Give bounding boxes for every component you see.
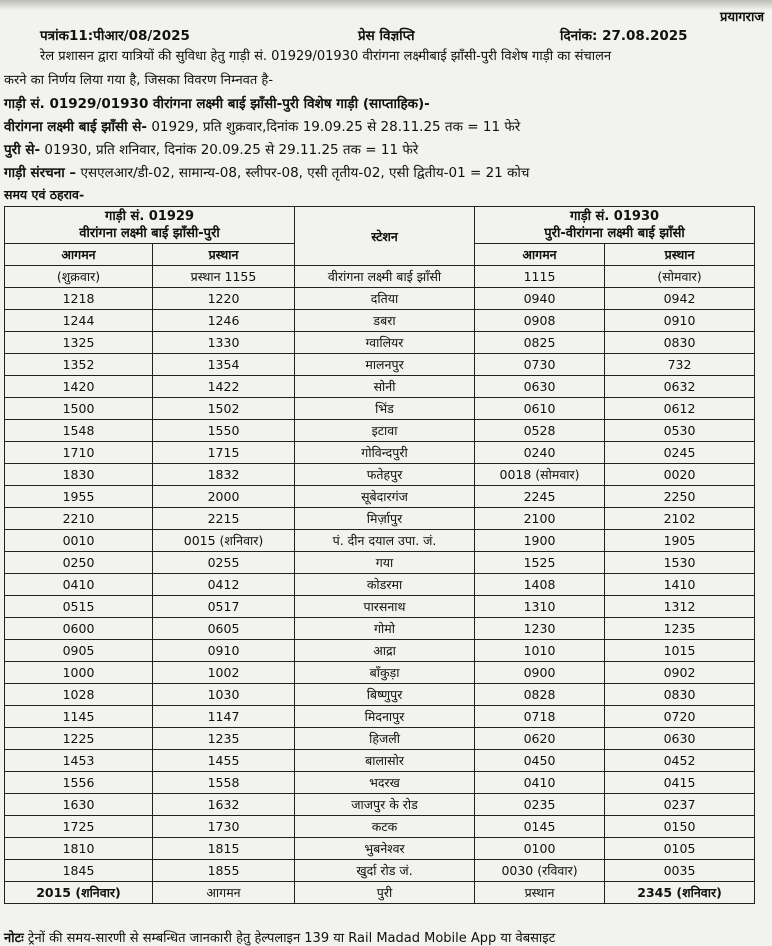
arrival-01929-cell: (शुक्रवार) — [5, 266, 153, 288]
table-row — [5, 596, 755, 618]
table-row — [5, 574, 755, 596]
departure-01930-cell: 1015 — [605, 640, 755, 662]
arrival-01930-cell: प्रस्थान — [475, 882, 605, 904]
left-train-header — [5, 207, 295, 244]
departure-01930-cell: 2102 — [605, 508, 755, 530]
station-cell: बिष्णुपुर — [295, 684, 475, 706]
arrival-01929-cell: 2210 — [5, 508, 153, 530]
arrival-01930-cell: 0620 — [475, 728, 605, 750]
departure-01930-cell: 0830 — [605, 332, 755, 354]
station-cell: भिंड — [295, 398, 475, 420]
departure-01929-cell: 1502 — [153, 398, 295, 420]
arrival-01930-cell: 0900 — [475, 662, 605, 684]
table-row — [5, 530, 755, 552]
arrival-01929-cell: 1420 — [5, 376, 153, 398]
arrival-01930-cell: 2245 — [475, 486, 605, 508]
departure-01930-cell: 1530 — [605, 552, 755, 574]
departure-01930-cell: 0035 — [605, 860, 755, 882]
departure-01930-cell: 0942 — [605, 288, 755, 310]
arrival-01930-cell: 0828 — [475, 684, 605, 706]
table-row — [5, 464, 755, 486]
departure-01930-cell: 1410 — [605, 574, 755, 596]
arrival-01929-cell: 1225 — [5, 728, 153, 750]
station-cell: वीरांगना लक्ष्मी बाई झाँसी — [295, 266, 475, 288]
table-row — [5, 354, 755, 376]
departure-01930-cell: 2250 — [605, 486, 755, 508]
departure-01929-cell: 1002 — [153, 662, 295, 684]
arrival-01929-cell: 1028 — [5, 684, 153, 706]
departure-01929-cell: 1730 — [153, 816, 295, 838]
departure-01929-cell: 1455 — [153, 750, 295, 772]
departure-01930-cell: 0452 — [605, 750, 755, 772]
from-puri-line — [4, 140, 418, 158]
departure-01930-cell: 0105 — [605, 838, 755, 860]
arrival-01930-cell: 1525 — [475, 552, 605, 574]
departure-01930-cell: 1312 — [605, 596, 755, 618]
departure-01930-cell: 0150 — [605, 816, 755, 838]
table-row — [5, 552, 755, 574]
departure-01930-cell: 1905 — [605, 530, 755, 552]
departure-01929-cell: 0517 — [153, 596, 295, 618]
station-cell: सोनी — [295, 376, 475, 398]
table-row — [5, 266, 755, 288]
table-row — [5, 640, 755, 662]
departure-01929-cell: 0255 — [153, 552, 295, 574]
departure-01929-cell: 1147 — [153, 706, 295, 728]
from-jhansi-line — [4, 117, 520, 135]
station-cell: भदरख — [295, 772, 475, 794]
arrival-01929-cell: 1325 — [5, 332, 153, 354]
departure-01929-cell: 1832 — [153, 464, 295, 486]
intro-line-2: करने का निर्णय लिया गया है, जिसका विवरण निम्नवत है- — [4, 73, 274, 88]
arrival-01929-cell: 0905 — [5, 640, 153, 662]
table-row — [5, 838, 755, 860]
arrival-01929-cell: 0250 — [5, 552, 153, 574]
arrival-01930-cell: 1115 — [475, 266, 605, 288]
arrival-01930-cell: 0825 — [475, 332, 605, 354]
arrival-01930-cell: 0240 — [475, 442, 605, 464]
arrival-01930-cell: 1310 — [475, 596, 605, 618]
station-cell: खुर्दा रोड जं. — [295, 860, 475, 882]
table-row — [5, 662, 755, 684]
departure-01929-cell: 1558 — [153, 772, 295, 794]
table-row — [5, 288, 755, 310]
right-train-route: पुरी-वीरांगना लक्ष्मी बाई झाँसी — [544, 226, 685, 241]
footer-note — [4, 928, 555, 946]
departure-01929-cell: प्रस्थान 1155 — [153, 266, 295, 288]
arrival-01929-cell: 1453 — [5, 750, 153, 772]
departure-01930-cell: 732 — [605, 354, 755, 376]
departure-01929-cell: 1715 — [153, 442, 295, 464]
departure-01930-cell: (सोमवार) — [605, 266, 755, 288]
arrival-01929-cell: 1830 — [5, 464, 153, 486]
table-row — [5, 618, 755, 640]
city-label: प्रयागराज — [720, 10, 764, 25]
schedule-heading: समय एवं ठहराव- — [4, 187, 85, 202]
departure-01929-cell: 0605 — [153, 618, 295, 640]
composition-line — [4, 163, 530, 181]
arrival-01929-cell: 1630 — [5, 794, 153, 816]
arrival-01930-cell: 1900 — [475, 530, 605, 552]
arrival-01929-cell: 1500 — [5, 398, 153, 420]
arrival-01930-cell: 1408 — [475, 574, 605, 596]
table-row — [5, 860, 755, 882]
arrival-01930-cell: 0528 — [475, 420, 605, 442]
departure-01929-cell: 0412 — [153, 574, 295, 596]
station-cell: गोविन्दपुरी — [295, 442, 475, 464]
arrival-01929-cell: 1556 — [5, 772, 153, 794]
arrival-01930-cell: 0610 — [475, 398, 605, 420]
arrival-01929-cell: 1218 — [5, 288, 153, 310]
departure-01930-cell: 0630 — [605, 728, 755, 750]
table-row — [5, 376, 755, 398]
departure-01929-cell: 1550 — [153, 420, 295, 442]
station-cell: जाजपुर के रोड — [295, 794, 475, 816]
station-cell: पं. दीन दयाल उपा. जं. — [295, 530, 475, 552]
departure-01929-cell: 1855 — [153, 860, 295, 882]
arrival-01930-cell: 0100 — [475, 838, 605, 860]
departure-01929-cell: 1330 — [153, 332, 295, 354]
departure-01929-cell: 1815 — [153, 838, 295, 860]
departure-01930-cell: 2345 (शनिवार) — [605, 882, 755, 904]
arrival-01930-cell: 0730 — [475, 354, 605, 376]
arrival-01929-cell: 1352 — [5, 354, 153, 376]
table-row — [5, 486, 755, 508]
station-cell: फतेहपुर — [295, 464, 475, 486]
station-cell: मिर्ज़ापुर — [295, 508, 475, 530]
station-cell: कोडरमा — [295, 574, 475, 596]
station-header: स्टेशन — [295, 207, 475, 266]
departure-01929-cell: 1632 — [153, 794, 295, 816]
arrival-01929-cell: 1725 — [5, 816, 153, 838]
arrival-01930-cell: 0718 — [475, 706, 605, 728]
right-train-number: गाड़ी सं. 01930 — [570, 209, 660, 224]
station-cell: कटक — [295, 816, 475, 838]
station-cell: बाँकुड़ा — [295, 662, 475, 684]
composition-text: एसएलआर/डी-02, सामान्य-08, स्लीपर-08, एसी तृतीय-02, एसी द्वितीय-01 = 21 कोच — [76, 165, 530, 181]
right-departure-header: प्रस्थान — [605, 244, 755, 266]
table-row — [5, 420, 755, 442]
table-row — [5, 684, 755, 706]
station-cell: पुरी — [295, 882, 475, 904]
timetable — [4, 206, 755, 904]
departure-01930-cell: 0910 — [605, 310, 755, 332]
arrival-01929-cell: 0410 — [5, 574, 153, 596]
arrival-01929-cell: 1244 — [5, 310, 153, 332]
arrival-01929-cell: 0600 — [5, 618, 153, 640]
arrival-01930-cell: 0908 — [475, 310, 605, 332]
departure-01929-cell: 1030 — [153, 684, 295, 706]
arrival-01930-cell: 0018 (सोमवार) — [475, 464, 605, 486]
arrival-01930-cell: 0030 (रविवार) — [475, 860, 605, 882]
reference-number: पत्रांक11:पीआर/08/2025 — [40, 28, 190, 44]
departure-01929-cell: 1220 — [153, 288, 295, 310]
table-row — [5, 750, 755, 772]
station-cell: दतिया — [295, 288, 475, 310]
station-cell: पारसनाथ — [295, 596, 475, 618]
arrival-01929-cell: 1000 — [5, 662, 153, 684]
scan-shadow — [0, 0, 772, 10]
departure-01929-cell: आगमन — [153, 882, 295, 904]
train-title: गाड़ी सं. 01929/01930 वीरांगना लक्ष्मी बाई झाँसी-पुरी विशेष गाड़ी (साप्ताहिक)- — [4, 96, 430, 112]
departure-01929-cell: 1235 — [153, 728, 295, 750]
table-row — [5, 882, 755, 904]
table-row — [5, 816, 755, 838]
arrival-01930-cell: 0145 — [475, 816, 605, 838]
departure-01929-cell: 1422 — [153, 376, 295, 398]
arrival-01930-cell: 0410 — [475, 772, 605, 794]
arrival-01930-cell: 0630 — [475, 376, 605, 398]
table-row — [5, 332, 755, 354]
table-row — [5, 442, 755, 464]
station-cell: भुबनेश्वर — [295, 838, 475, 860]
station-cell: मालनपुर — [295, 354, 475, 376]
arrival-01929-cell: 1548 — [5, 420, 153, 442]
arrival-01930-cell: 1230 — [475, 618, 605, 640]
departure-01929-cell: 2000 — [153, 486, 295, 508]
station-cell: गोमो — [295, 618, 475, 640]
station-cell: सूबेदारगंज — [295, 486, 475, 508]
station-cell: इटावा — [295, 420, 475, 442]
left-train-route: वीरांगना लक्ष्मी बाई झाँसी-पुरी — [79, 226, 220, 241]
arrival-01929-cell: 1145 — [5, 706, 153, 728]
arrival-01930-cell: 0450 — [475, 750, 605, 772]
note-text: ट्रेनों की समय-सारणी से सम्बन्धित जानकारी हेतु हेल्पलाइन 139 या Rail Madad Mobile App या वेबसाइट — [23, 931, 556, 946]
right-arrival-header: आगमन — [475, 244, 605, 266]
arrival-01930-cell: 2100 — [475, 508, 605, 530]
departure-01929-cell: 2215 — [153, 508, 295, 530]
intro-line-1: रेल प्रशासन द्वारा यात्रियों की सुविधा हेतु गाड़ी सं. 01929/01930 वीरांगना लक्ष्मीबाई झाँसी-पुरी विशेष गाड़ी का संचालन — [40, 49, 612, 64]
left-train-number: गाड़ी सं. 01929 — [105, 209, 195, 224]
arrival-01929-cell: 1955 — [5, 486, 153, 508]
departure-01930-cell: 1235 — [605, 618, 755, 640]
press-release-title: प्रेस विज्ञप्ति — [358, 28, 415, 44]
departure-01930-cell: 0245 — [605, 442, 755, 464]
departure-01929-cell: 0015 (शनिवार) — [153, 530, 295, 552]
departure-01930-cell: 0902 — [605, 662, 755, 684]
release-date: दिनांक: 27.08.2025 — [560, 28, 688, 44]
left-departure-header: प्रस्थान — [153, 244, 295, 266]
departure-01930-cell: 0830 — [605, 684, 755, 706]
departure-01929-cell: 1246 — [153, 310, 295, 332]
arrival-01929-cell: 1810 — [5, 838, 153, 860]
table-row — [5, 398, 755, 420]
departure-01930-cell: 0720 — [605, 706, 755, 728]
station-cell: गया — [295, 552, 475, 574]
from-puri-label: पुरी से- — [4, 142, 41, 158]
departure-01930-cell: 0612 — [605, 398, 755, 420]
from-jhansi-text: 01929, प्रति शुक्रवार,दिनांक 19.09.25 से 28.11.25 तक = 11 फेरे — [147, 119, 521, 135]
departure-01930-cell: 0237 — [605, 794, 755, 816]
from-jhansi-label: वीरांगना लक्ष्मी बाई झाँसी से- — [4, 119, 148, 135]
table-row — [5, 728, 755, 750]
departure-01929-cell: 0910 — [153, 640, 295, 662]
arrival-01929-cell: 0515 — [5, 596, 153, 618]
station-cell: हिजली — [295, 728, 475, 750]
station-cell: आद्रा — [295, 640, 475, 662]
departure-01930-cell: 0530 — [605, 420, 755, 442]
arrival-01929-cell: 0010 — [5, 530, 153, 552]
station-cell: मिदनापुर — [295, 706, 475, 728]
departure-01930-cell: 0020 — [605, 464, 755, 486]
table-row — [5, 706, 755, 728]
station-cell: डबरा — [295, 310, 475, 332]
arrival-01929-cell: 1710 — [5, 442, 153, 464]
from-puri-text: 01930, प्रति शनिवार, दिनांक 20.09.25 से 29.11.25 तक = 11 फेरे — [40, 142, 419, 158]
arrival-01930-cell: 0235 — [475, 794, 605, 816]
arrival-01930-cell: 0940 — [475, 288, 605, 310]
departure-01929-cell: 1354 — [153, 354, 295, 376]
arrival-01929-cell: 1845 — [5, 860, 153, 882]
departure-01930-cell: 0415 — [605, 772, 755, 794]
composition-label: गाड़ी संरचना – — [4, 165, 77, 181]
note-label: नोटः — [4, 931, 24, 946]
left-arrival-header: आगमन — [5, 244, 153, 266]
station-cell: बालासोर — [295, 750, 475, 772]
timetable-body — [5, 266, 755, 904]
right-train-header — [475, 207, 755, 244]
table-row — [5, 772, 755, 794]
table-row — [5, 310, 755, 332]
station-cell: ग्वालियर — [295, 332, 475, 354]
table-row — [5, 508, 755, 530]
arrival-01930-cell: 1010 — [475, 640, 605, 662]
table-row — [5, 794, 755, 816]
arrival-01929-cell: 2015 (शनिवार) — [5, 882, 153, 904]
departure-01930-cell: 0632 — [605, 376, 755, 398]
